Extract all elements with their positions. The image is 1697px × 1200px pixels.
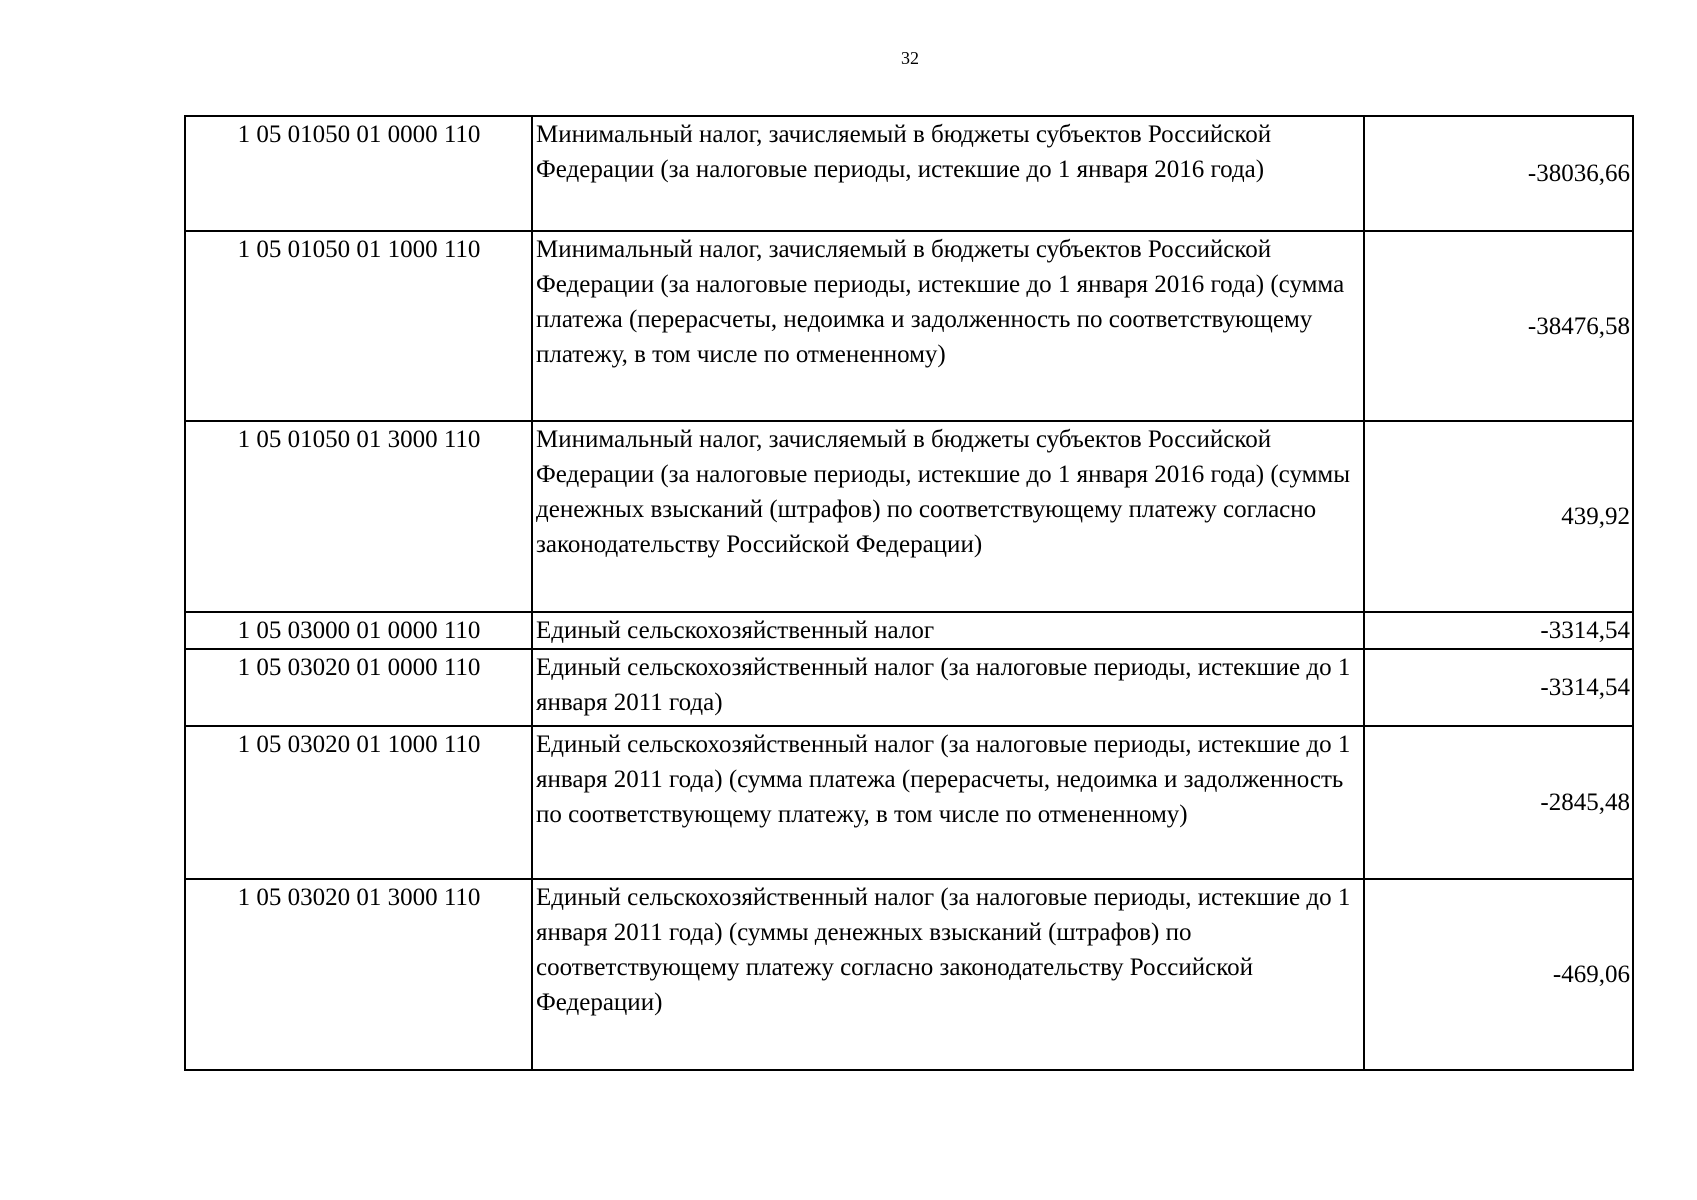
row-code: 1 05 01050 01 1000 110 [185, 231, 532, 421]
row-code: 1 05 03000 01 0000 110 [185, 612, 532, 649]
table-row [185, 421, 1633, 612]
row-amount: -38476,58 [1364, 231, 1633, 421]
row-description: Минимальный налог, зачисляемый в бюджеты субъектов Российской Федерации (за налоговые периоды, истекшие до 1 января 2016 года) [532, 116, 1364, 231]
budget-table [184, 115, 1634, 1071]
table-row [185, 612, 1633, 649]
table-row [185, 116, 1633, 231]
row-code: 1 05 03020 01 0000 110 [185, 649, 532, 726]
row-description: Минимальный налог, зачисляемый в бюджеты субъектов Российской Федерации (за налоговые периоды, истекшие до 1 января 2016 года) (сумма платежа (перерасчеты, недоимка и задолженность по соответствующему платежу, в том числе по отмененному) [532, 231, 1364, 421]
row-code: 1 05 03020 01 3000 110 [185, 879, 532, 1070]
row-code: 1 05 03020 01 1000 110 [185, 726, 532, 879]
row-amount: -469,06 [1364, 879, 1633, 1070]
row-amount: -2845,48 [1364, 726, 1633, 879]
row-amount: -3314,54 [1364, 612, 1633, 649]
row-description: Минимальный налог, зачисляемый в бюджеты субъектов Российской Федерации (за налоговые периоды, истекшие до 1 января 2016 года) (суммы денежных взысканий (штрафов) по соответствующему платежу согласно законодательству Российской Федерации) [532, 421, 1364, 612]
row-amount: -38036,66 [1364, 116, 1633, 231]
row-amount: 439,92 [1364, 421, 1633, 612]
row-description: Единый сельскохозяйственный налог (за налоговые периоды, истекшие до 1 января 2011 года) (суммы денежных взысканий (штрафов) по соответствующему платежу согласно законодательству Российской Федерации) [532, 879, 1364, 1070]
table-row [185, 649, 1633, 726]
row-description: Единый сельскохозяйственный налог [532, 612, 1364, 649]
row-description: Единый сельскохозяйственный налог (за налоговые периоды, истекшие до 1 января 2011 года) (сумма платежа (перерасчеты, недоимка и задолженность по соответствующему платежу, в том числе по отмененному) [532, 726, 1364, 879]
table-row [185, 879, 1633, 1070]
table-row [185, 726, 1633, 879]
row-code: 1 05 01050 01 3000 110 [185, 421, 532, 612]
page-number: 32 [901, 48, 919, 68]
table-row [185, 231, 1633, 421]
row-amount: -3314,54 [1364, 649, 1633, 726]
row-description: Единый сельскохозяйственный налог (за налоговые периоды, истекшие до 1 января 2011 года) [532, 649, 1364, 726]
row-code: 1 05 01050 01 0000 110 [185, 116, 532, 231]
